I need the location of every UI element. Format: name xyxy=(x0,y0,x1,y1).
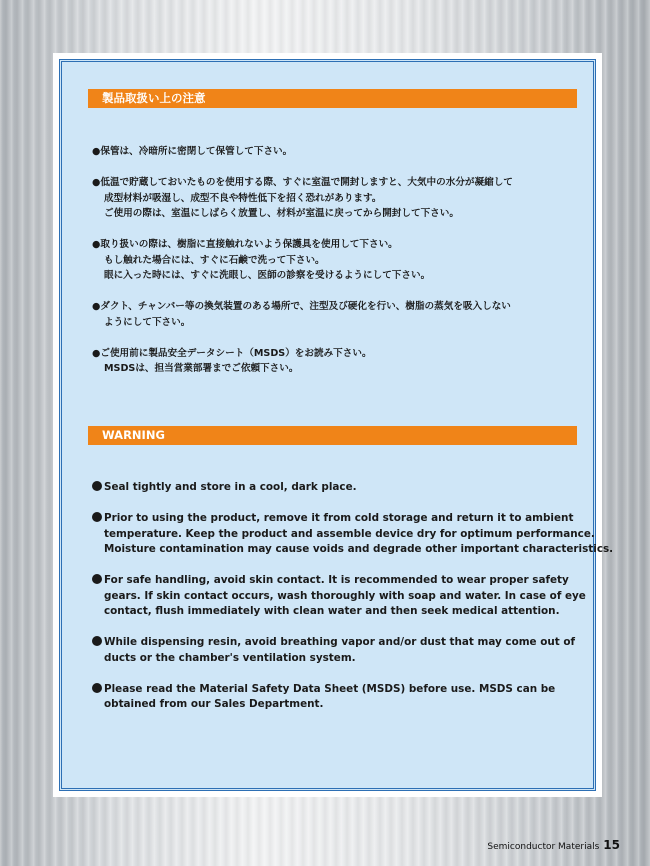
japanese-item-line: ようにして下さい。 xyxy=(104,316,191,328)
japanese-item xyxy=(92,237,577,284)
warning-item-line: For safe handling, avoid skin contact. It is recommended to wear proper safety xyxy=(104,574,569,586)
warning-item-line: contact, flush immediately with clean water and then seek medical attention. xyxy=(104,605,560,617)
japanese-item xyxy=(92,175,577,222)
warning-item-line: Prior to using the product, remove it from cold storage and return it to ambient xyxy=(104,512,574,524)
japanese-items xyxy=(92,144,577,392)
warning-item-line: Moisture contamination may cause voids and degrade other important characteristics. xyxy=(104,543,614,555)
warning-item-line: Please read the Material Safety Data Sheet (MSDS) before use. MSDS can be xyxy=(104,682,556,695)
warning-item xyxy=(92,480,577,496)
japanese-item xyxy=(92,346,577,377)
japanese-item-line: ●ご使用前に製品安全データシート（MSDS）をお読み下さい。 xyxy=(92,347,372,359)
japanese-item xyxy=(92,144,577,160)
bullet-icon xyxy=(92,481,102,491)
page-number: 15 xyxy=(603,838,620,852)
bullet-icon xyxy=(92,512,102,522)
warning-items xyxy=(92,480,614,728)
warning-item-line: ducts or the chamber's ventilation system. xyxy=(104,651,356,664)
warning-item xyxy=(92,511,614,558)
japanese-item-line: ●保管は、冷暗所に密閉して保管して下さい。 xyxy=(92,146,293,157)
japanese-item-line: 眼に入った時には、すぐに洗眼し、医師の診察を受けるようにして下さい。 xyxy=(104,270,431,281)
warning-item-line: While dispensing resin, avoid breathing vapor and/or dust that may come out of xyxy=(104,636,575,648)
japanese-heading: 製品取扱い上の注意 xyxy=(88,89,577,108)
page-footer xyxy=(487,838,620,852)
bullet-icon xyxy=(92,574,102,584)
bullet-icon xyxy=(92,636,102,646)
warning-item-line: obtained from our Sales Department. xyxy=(104,698,324,710)
japanese-item-line: ●低温で貯蔵しておいたものを使用する際、すぐに室温で開封しますと、大気中の水分が凝縮して xyxy=(92,177,513,188)
japanese-item-line: ●ダクト、チャンバー等の換気装置のある場所で、注型及び硬化を行い、樹脂の蒸気を吸入しない xyxy=(92,301,511,312)
bullet-icon xyxy=(92,683,102,693)
japanese-item-line: ご使用の際は、室温にしばらく放置し、材料が室温に戻ってから開封して下さい。 xyxy=(104,208,459,219)
warning-item xyxy=(92,682,577,713)
japanese-item xyxy=(92,299,577,330)
content-panel-inner xyxy=(59,59,614,791)
warning-item-line: Seal tightly and store in a cool, dark place. xyxy=(104,481,357,493)
warning-heading: WARNING xyxy=(88,426,577,445)
warning-item-line: temperature. Keep the product and assemble device dry for optimum performance. xyxy=(104,527,595,540)
japanese-item-line: ●取り扱いの際は、樹脂に直接触れないよう保護具を使用して下さい。 xyxy=(92,239,398,250)
warning-item xyxy=(92,635,577,666)
footer-label: Semiconductor Materials xyxy=(487,842,600,852)
content-panel xyxy=(53,53,614,797)
japanese-item-line: もし触れた場合には、すぐに石鹸で洗って下さい。 xyxy=(104,254,325,266)
japanese-item-line: 成型材料が吸湿し、成型不良や特性低下を招く恐れがあります。 xyxy=(104,192,382,204)
japanese-item-line: MSDSは、担当営業部署までご依頼下さい。 xyxy=(104,363,299,374)
warning-item xyxy=(92,573,586,620)
warning-item-line: gears. If skin contact occurs, wash thoroughly with soap and water. In case of eye xyxy=(104,589,586,602)
